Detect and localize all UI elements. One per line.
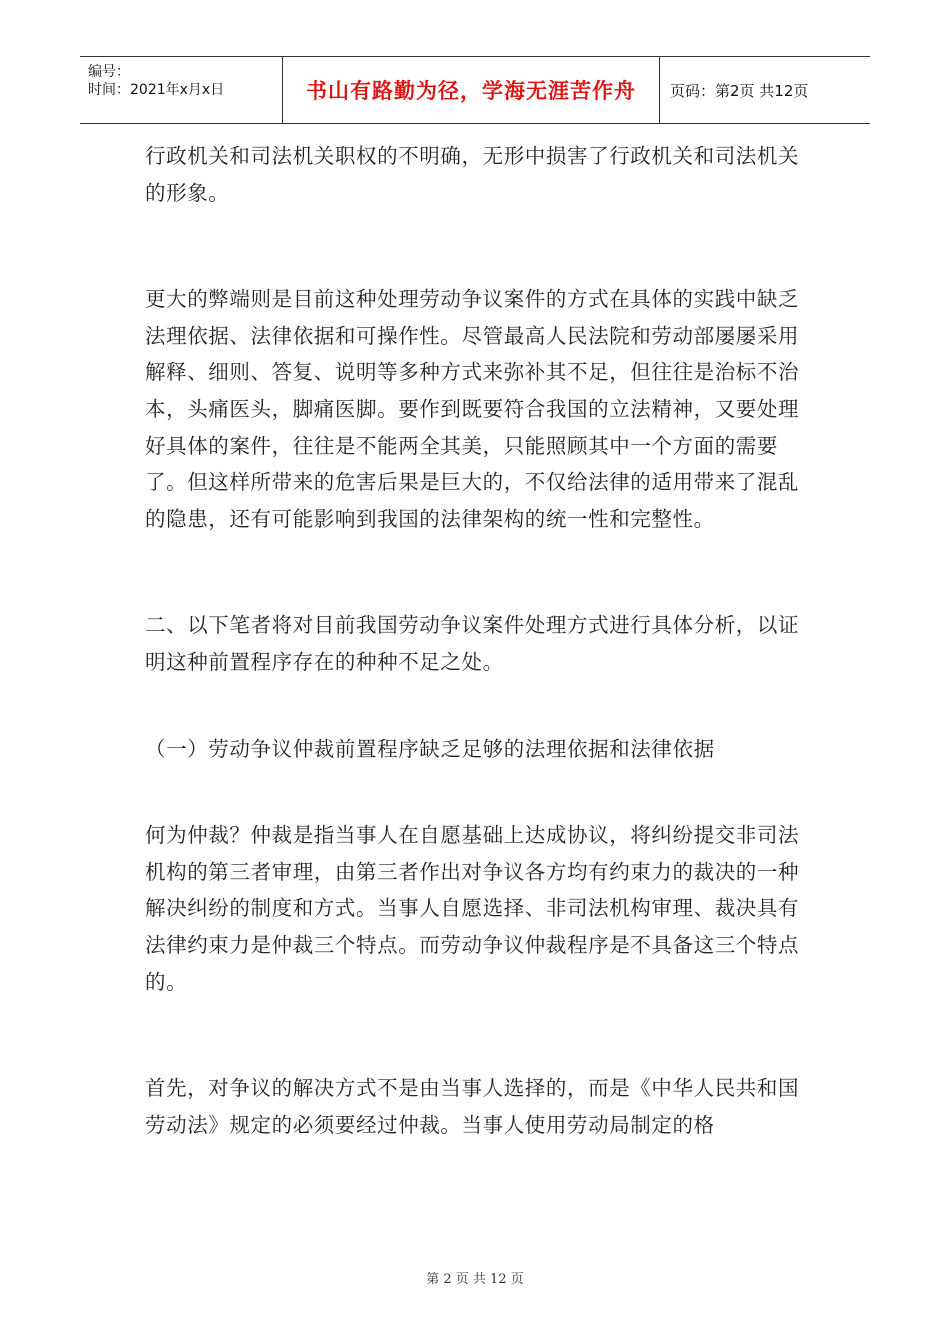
paragraph: 二、以下笔者将对目前我国劳动争议案件处理方式进行具体分析，以证明这种前置程序存在的种种不足之处。 — [145, 613, 800, 674]
header-page-info: 页码：第2页 共12页 — [670, 81, 809, 100]
header-motto: 书山有路勤为径，学海无涯苦作舟 — [283, 57, 660, 123]
document-body — [145, 138, 800, 1143]
paragraph: 何为仲裁？仲裁是指当事人在自愿基础上达成协议，将纠纷提交非司法机构的第三者审理，由第三者作出对争议各方均有约束力的裁决的一种解决纠纷的制度和方式。当事人自愿选择、非司法机构审理、裁决具有法律约束力是仲裁三个特点。而劳动争议仲裁程序是不具备这三个特点的。 — [145, 823, 800, 994]
section-heading: （一）劳动争议仲裁前置程序缺乏足够的法理依据和法律依据 — [145, 736, 715, 761]
paragraph: 首先，对争议的解决方式不是由当事人选择的，而是《中华人民共和国劳动法》规定的必须要经过仲裁。当事人使用劳动局制定的格 — [145, 1076, 800, 1137]
number-label: 编号： — [88, 64, 130, 80]
time-label: 时间：2021年x月x日 — [88, 82, 225, 98]
header-meta — [80, 57, 283, 123]
page-footer: 第 2 页 共 12 页 — [426, 1272, 524, 1287]
document-header — [80, 56, 870, 124]
paragraph: 更大的弊端则是目前这种处理劳动争议案件的方式在具体的实践中缺乏法理依据、法律依据和可操作性。尽管最高人民法院和劳动部屡屡采用解释、细则、答复、说明等多种方式来弥补其不足，但往往是治标不治本，头痛医头，脚痛医脚。要作到既要符合我国的立法精神，又要处理好具体的案件，往往是不能两全其美，只能照顾其中一个方面的需要了。但这样所带来的危害后果是巨大的，不仅给法律的适用带来了混乱的隐患，还有可能影响到我国的法律架构的统一性和完整性。 — [145, 287, 800, 531]
paragraph: 行政机关和司法机关职权的不明确，无形中损害了行政机关和司法机关的形象。 — [145, 144, 800, 205]
